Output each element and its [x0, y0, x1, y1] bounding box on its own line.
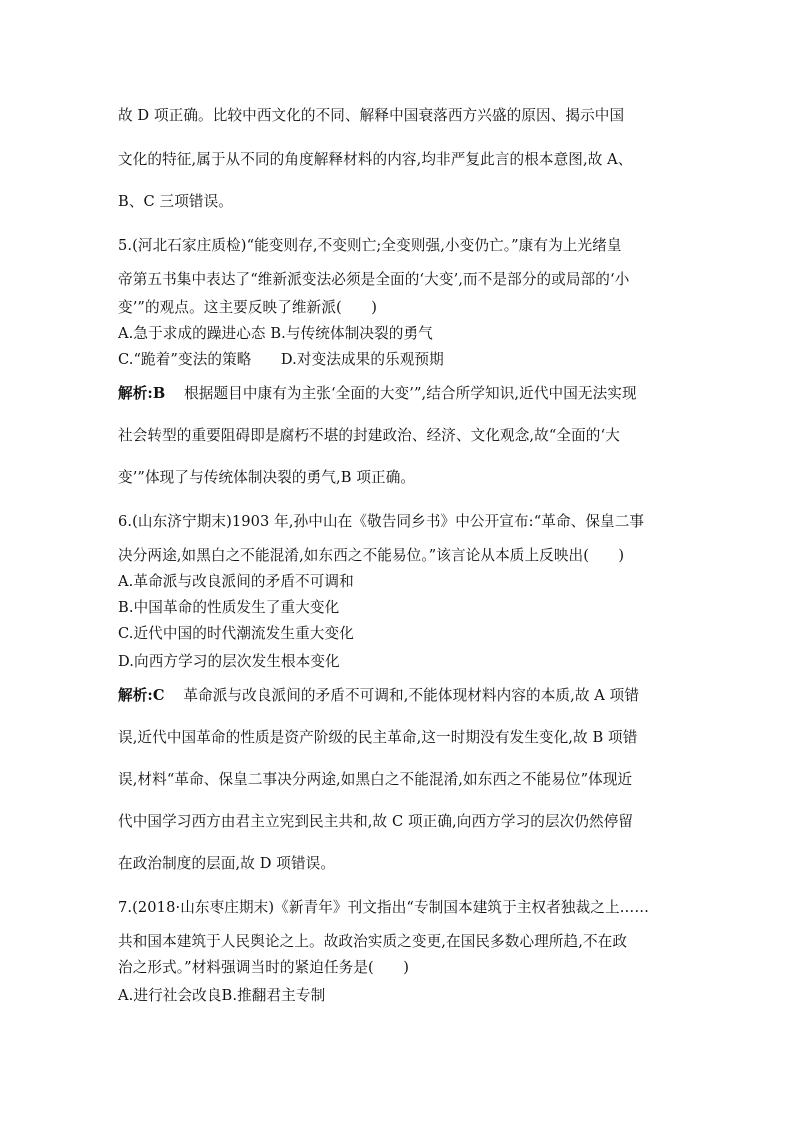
question-7-line: 治之形式。”材料强调当时的紧迫任务是( ) [118, 959, 410, 976]
text-line: B、C 三项错误。 [118, 193, 233, 210]
answer-6-label: 解析:C [118, 687, 165, 704]
question-6-option: B.中国革命的性质发生了重大变化 [118, 599, 340, 616]
question-5-options: C.“跪着”变法的策略 D.对变法成果的乐观预期 [118, 351, 444, 368]
answer-6-line: 误,近代中国革命的性质是资产阶级的民主革命,这一时期没有发生变化,故 B 项错 [118, 729, 638, 746]
answer-5-line [118, 382, 637, 403]
answer-6-text: 革命派与改良派间的矛盾不可调和,不能体现材料内容的本质,故 A 项错 [183, 687, 640, 704]
question-5-line: 帝第五书集中表达了“维新派变法必须是全面的‘大变’,而不是部分的或局部的‘小 [118, 271, 630, 288]
answer-5-line: 变’”体现了与传统体制决裂的勇气,B 项正确。 [118, 469, 416, 486]
answer-6-line: 误,材料“革命、保皇二事决分两途,如黑白之不能混淆,如东西之不能易位”体现近 [118, 771, 633, 788]
question-5-line: 5.(河北石家庄质检)“能变则存,不变则亡;全变则强,小变仍亡。”康有为上光绪皇 [118, 237, 622, 254]
answer-6-line: 在政治制度的层面,故 D 项错误。 [118, 855, 336, 872]
answer-5-text: 根据题目中康有为主张‘全面的大变’”,结合所学知识,近代中国无法实现 [184, 385, 637, 402]
question-7-line: 共和国本建筑于人民舆论之上。故政治实质之变更,在国民多数心理所趋,不在政 [118, 933, 628, 950]
answer-6-line: 代中国学习西方由君主立宪到民主共和,故 C 项正确,向西方学习的层次仍然停留 [118, 813, 634, 830]
question-6-option: A.革命派与改良派间的矛盾不可调和 [118, 573, 354, 590]
answer-5-line: 社会转型的重要阻碍即是腐朽不堪的封建政治、经济、文化观念,故“全面的‘大 [118, 427, 620, 444]
answer-5-label: 解析:B [118, 385, 166, 402]
text-line: 故 D 项正确。比较中西文化的不同、解释中国衰落西方兴盛的原因、揭示中国 [118, 107, 625, 124]
question-6-option: C.近代中国的时代潮流发生重大变化 [118, 625, 354, 642]
text-line: 文化的特征,属于从不同的角度解释材料的内容,均非严复此言的根本意图,故 A、 [118, 151, 633, 168]
question-6-line: 决分两途,如黑白之不能混淆,如东西之不能易位。”该言论从本质上反映出( ) [118, 547, 625, 564]
answer-6-line [118, 684, 639, 705]
question-7-options: A.进行社会改良B.推翻君主专制 [118, 987, 326, 1004]
question-5-line: 变’”的观点。这主要反映了维新派( ) [118, 299, 377, 316]
question-6-option: D.向西方学习的层次发生根本变化 [118, 653, 340, 670]
question-6-line: 6.(山东济宁期末)1903 年,孙中山在《敬告同乡书》中公开宣布:“革命、保皇二事 [118, 513, 645, 530]
question-7-line: 7.(2018·山东枣庄期末)《新青年》刊文指出“专制国本建筑于主权者独裁之上…… [118, 899, 650, 916]
question-5-options: A.急于求成的躁进心态 B.与传统体制决裂的勇气 [118, 325, 433, 342]
